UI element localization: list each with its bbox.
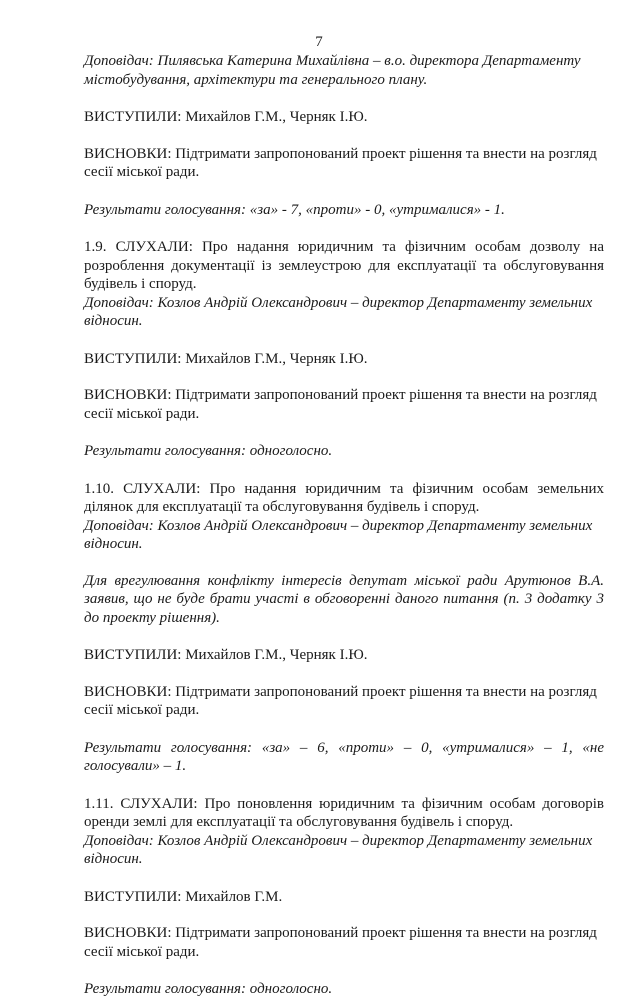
speakers-paragraph: ВИСТУПИЛИ: Михайлов Г.М., Черняк І.Ю. [84,109,368,125]
conclusions-paragraph: ВИСНОВКИ: Підтримати запропонований проект рішення та внести на розгляд сесії міської ради. [84,387,597,422]
speaker-line: Доповідач: Пилявська Катерина Михайлівна – в.о. директора Департаменту містобудування, архітектури та генерального плану. [84,53,581,88]
agenda-item-1-11: 1.11. СЛУХАЛИ: Про поновлення юридичним та фізичним особам договорів оренди землі для експлуатації та обслуговування будівель і споруд. [84,795,604,830]
conclusions-paragraph: ВИСНОВКИ: Підтримати запропонований проект рішення та внести на розгляд сесії міської ради. [84,925,597,960]
voting-results: Результати голосування: одноголосно. [84,443,333,459]
voting-results: Результати голосування: одноголосно. [84,981,333,997]
conclusions-paragraph: ВИСНОВКИ: Підтримати запропонований проект рішення та внести на розгляд сесії міської ради. [84,683,597,718]
speakers-paragraph: ВИСТУПИЛИ: Михайлов Г.М., Черняк І.Ю. [84,350,368,367]
voting-results: Результати голосування: «за» – 6, «проти» – 0, «утрималися» – 1, «не голосували» – 1. [84,739,604,774]
agenda-item-1-9: 1.9. СЛУХАЛИ: Про надання юридичним та фізичним особам дозволу на розроблення документації із землеустрою для експлуатації та обслуговування будівель і споруд. [84,239,604,292]
speakers-paragraph: ВИСТУПИЛИ: Михайлов Г.М. [84,888,283,905]
speaker-line: Доповідач: Козлов Андрій Олександрович – директор Департаменту земельних відносин. [84,832,593,867]
agenda-item-1-10: 1.10. СЛУХАЛИ: Про надання юридичним та фізичним особам земельних ділянок для експлуатації та обслуговування будівель і споруд. [84,480,604,515]
document-body [84,52,604,999]
speaker-line: Доповідач: Козлов Андрій Олександрович – директор Департаменту земельних відносин. [84,294,593,329]
voting-results: Результати голосування: «за» - 7, «проти» - 0, «утрималися» - 1. [84,201,505,218]
conclusions-paragraph: ВИСНОВКИ: Підтримати запропонований проект рішення та внести на розгляд сесії міської ради. [84,145,597,180]
conflict-of-interest-note: Для врегулювання конфлікту інтересів депутат міської ради Арутюнов В.А. заявив, що не буде брати участі в обговоренні даного питання (п. 3 додатку 3 до проекту рішення). [84,572,604,626]
page-number: 7 [315,34,323,50]
speaker-line: Доповідач: Козлов Андрій Олександрович – директор Департаменту земельних відносин. [84,517,593,552]
speakers-paragraph: ВИСТУПИЛИ: Михайлов Г.М., Черняк І.Ю. [84,647,368,663]
